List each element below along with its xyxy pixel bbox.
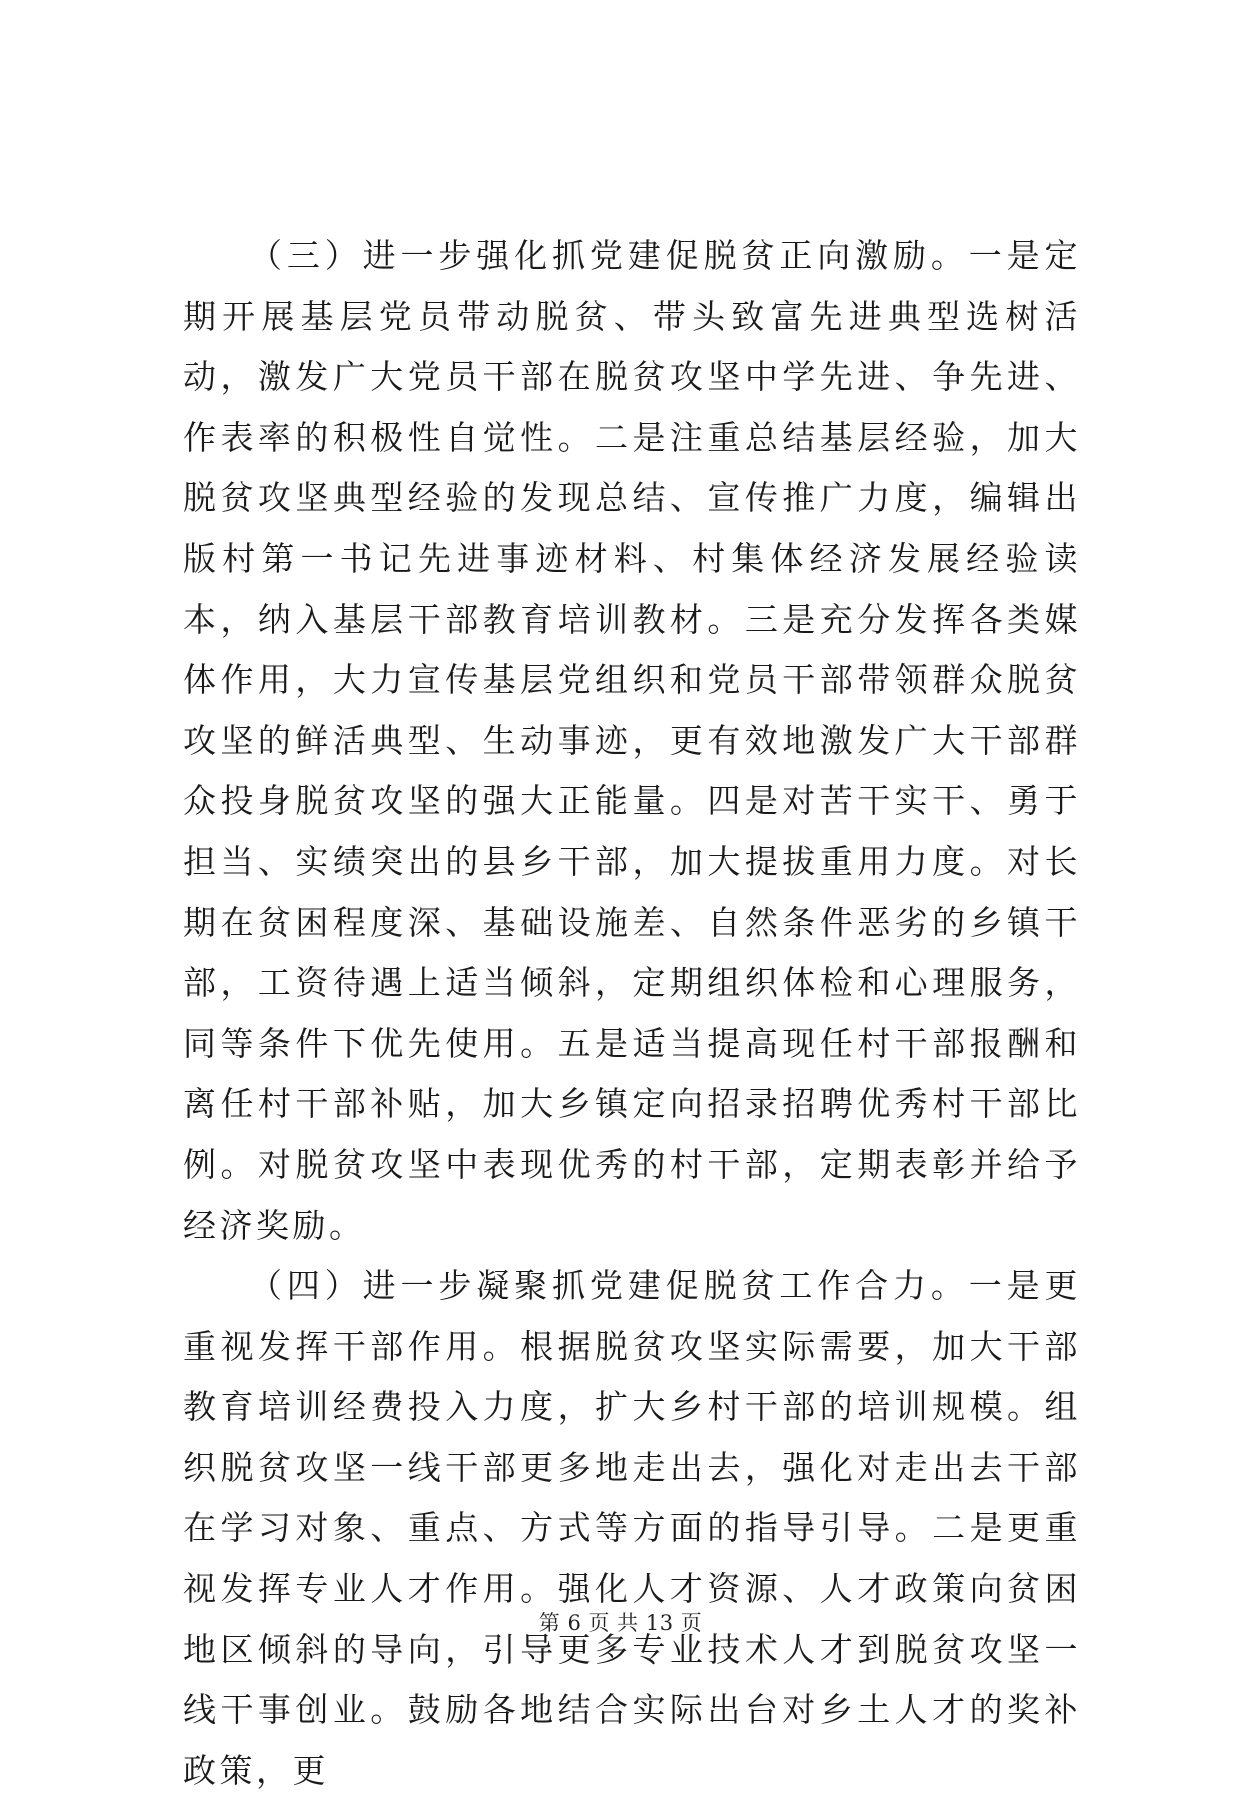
page-number-footer: 第 6 页 共 13 页 xyxy=(538,1611,703,1635)
paragraph-section-3: （三）进一步强化抓党建促脱贫正向激励。一是定期开展基层党员带动脱贫、带头致富先进典型选树活动，激发广大党员干部在脱贫攻坚中学先进、争先进、作表率的积极性自觉性。二是注重总结基层经验，加大脱贫攻坚典型经验的发现总结、宣传推广力度，编辑出版村第一书记先进事迹材料、村集体经济发展经验读本，纳入基层干部教育培训教材。三是充分发挥各类媒体作用，大力宣传基层党组织和党员干部带领群众脱贫攻坚的鲜活典型、生动事迹，更有效地激发广大干部群众投身脱贫攻坚的强大正能量。四是对苦干实干、勇于担当、实绩突出的县乡干部，加大提拔重用力度。对长期在贫困程度深、基础设施差、自然条件恶劣的乡镇干部，工资待遇上适当倾斜，定期组织体检和心理服务，同等条件下优先使用。五是适当提高现任村干部报酬和离任村干部补贴，加大乡镇定向招录招聘优秀村干部比例。对脱贫攻坚中表现优秀的村干部，定期表彰并给予经济奖励。 xyxy=(183,236,1081,1245)
document-body xyxy=(183,226,1081,1801)
paragraph-section-4: （四）进一步凝聚抓党建促脱贫工作合力。一是更重视发挥干部作用。根据脱贫攻坚实际需要，加大干部教育培训经费投入力度，扩大乡村干部的培训规模。组织脱贫攻坚一线干部更多地走出去，强化对走出去干部在学习对象、重点、方式等方面的指导引导。二是更重视发挥专业人才作用。强化人才资源、人才政策向贫困地区倾斜的导向，引导更多专业技术人才到脱贫攻坚一线干事创业。鼓励各地结合实际出台对乡土人才的奖补政策，更 xyxy=(183,1266,1081,1790)
